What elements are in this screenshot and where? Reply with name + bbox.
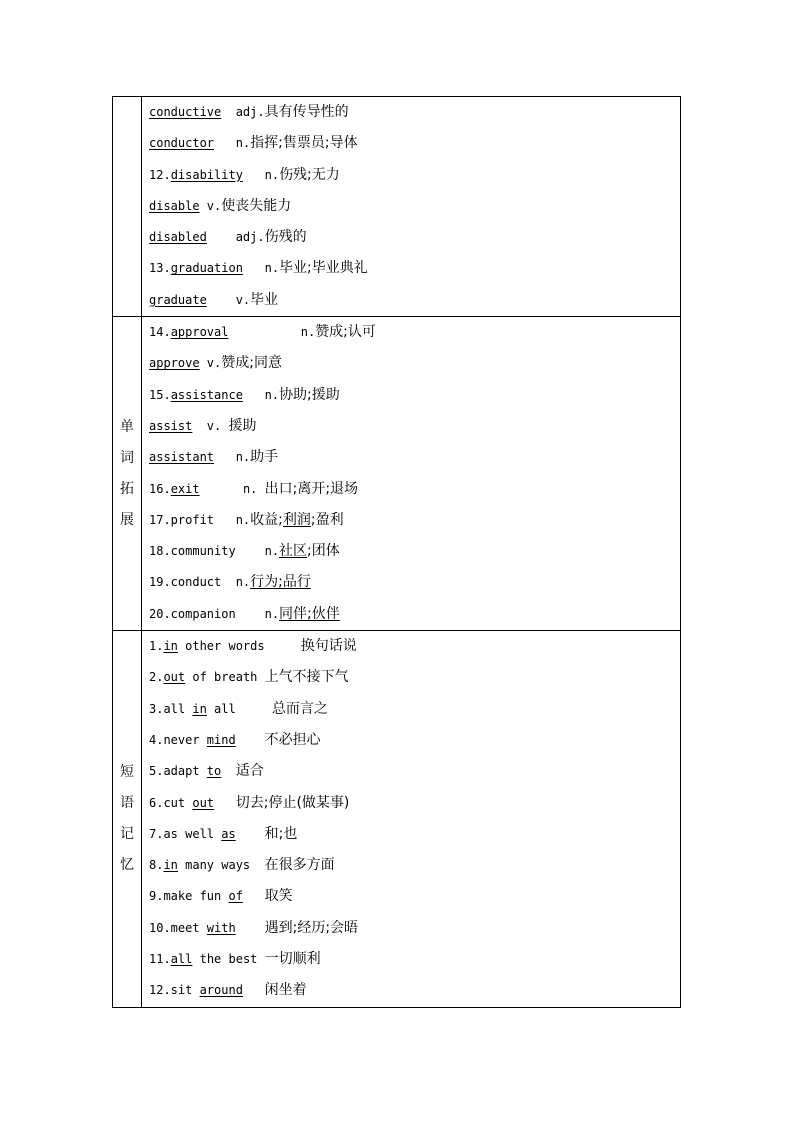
entry-line xyxy=(149,756,680,787)
section-label-cell xyxy=(113,631,142,1008)
entry-text: 17.profit n. xyxy=(149,512,251,527)
entry-text: 19.conduct n. xyxy=(149,575,251,590)
entry-keyword: all xyxy=(170,952,193,967)
entry-text: 5.adapt xyxy=(149,764,207,779)
section-label-char: 词 xyxy=(120,449,134,466)
entry-line xyxy=(149,380,680,411)
table-body xyxy=(113,97,681,1008)
entry-meaning: 指挥;售票员;导体 xyxy=(250,135,358,152)
section-label-char: 展 xyxy=(120,511,134,528)
entry-text: all xyxy=(206,701,272,716)
entry-text: 20.companion n. xyxy=(149,606,280,621)
entry-text: 12.sit xyxy=(149,983,200,998)
entry-keyword: conductor xyxy=(149,136,215,151)
entry-line xyxy=(149,348,680,379)
entry-meaning: 具有传导性的 xyxy=(264,104,349,120)
entry-meaning: 适合 xyxy=(235,763,264,780)
entry-meaning: 伤残的 xyxy=(264,229,307,246)
entry-text: 4.never xyxy=(149,732,207,747)
entry-line xyxy=(149,317,680,348)
entry-keyword: disabled xyxy=(149,230,207,245)
entry-text: n. xyxy=(242,261,280,276)
entry-keyword: conductive xyxy=(149,105,222,119)
entry-text: 11. xyxy=(149,952,171,967)
entry-text: 15. xyxy=(149,387,171,402)
entry-text xyxy=(236,827,265,841)
section-content-cell xyxy=(142,317,681,631)
entry-line xyxy=(149,881,680,912)
entry-keyword: approval xyxy=(170,325,229,340)
entry-meaning: 毕业;毕业典礼 xyxy=(279,260,368,277)
section-row xyxy=(113,317,681,631)
entry-line xyxy=(149,191,680,222)
vocabulary-table xyxy=(112,96,681,1008)
entry-line xyxy=(149,599,680,630)
section-label-char: 忆 xyxy=(120,856,134,873)
entry-text: 16. xyxy=(149,481,171,496)
entry-keyword: in xyxy=(192,701,207,716)
entry-keyword: assistant xyxy=(149,450,215,465)
entry-text xyxy=(243,889,265,903)
section-label-char: 单 xyxy=(120,418,134,435)
entry-text: 18.community n. xyxy=(149,544,280,559)
entry-line xyxy=(149,474,680,505)
section-label-cell xyxy=(113,97,142,317)
entry-text xyxy=(236,733,265,747)
entry-meaning: 赞成;同意 xyxy=(221,355,282,372)
entry-keyword: approve xyxy=(149,356,200,371)
section-content-cell xyxy=(142,631,681,1008)
entry-meaning: 取笑 xyxy=(264,888,293,905)
entry-line xyxy=(149,819,680,850)
entry-line xyxy=(149,411,680,442)
entry-line xyxy=(149,285,680,316)
entry-meaning: 毕业 xyxy=(250,291,279,308)
entry-meaning: 切去;停止(做某事) xyxy=(235,794,350,811)
entry-line xyxy=(149,975,680,1006)
entry-meaning: ;盈利 xyxy=(310,511,344,528)
entry-text: 7.as well xyxy=(149,826,222,841)
entry-text: v. xyxy=(206,292,251,307)
entry-line xyxy=(149,222,680,253)
entry-meaning: 利润 xyxy=(282,511,311,528)
entry-keyword: with xyxy=(206,920,236,935)
entry-meaning: 一切顺利 xyxy=(264,951,321,968)
entry-meaning: 协助;援助 xyxy=(279,386,340,403)
section-label-char: 语 xyxy=(120,794,134,811)
entry-line xyxy=(149,850,680,881)
entry-text: 8. xyxy=(149,858,164,873)
entry-keyword: exit xyxy=(170,481,200,496)
entry-keyword: mind xyxy=(206,732,236,747)
entry-keyword: disability xyxy=(170,167,243,182)
entry-text: 13. xyxy=(149,261,171,276)
entry-text xyxy=(221,764,235,778)
section-label-cell xyxy=(113,317,142,631)
entry-keyword: disable xyxy=(149,198,200,213)
entry-text: 14. xyxy=(149,325,171,340)
entry-text: other words xyxy=(177,639,301,654)
entry-keyword: in xyxy=(163,858,178,873)
section-label-char: 短 xyxy=(120,763,134,780)
entry-meaning: 闲坐着 xyxy=(264,982,307,999)
entry-text: of breath xyxy=(185,670,265,685)
entry-meaning: 不必担心 xyxy=(264,731,321,748)
entry-keyword: graduation xyxy=(170,261,243,276)
section-label-char: 拓 xyxy=(120,480,134,497)
section-row xyxy=(113,97,681,317)
entry-text xyxy=(243,983,265,997)
entry-text: 3.all xyxy=(149,701,193,716)
entry-text: adj. xyxy=(206,230,265,245)
entry-keyword: to xyxy=(206,764,222,779)
entry-line xyxy=(149,97,680,128)
entry-keyword: around xyxy=(199,983,243,998)
entry-keyword: assist xyxy=(149,418,193,433)
entry-text: 12. xyxy=(149,167,171,182)
entry-text: n. xyxy=(242,387,280,402)
entry-line xyxy=(149,505,680,536)
entry-keyword: out xyxy=(163,670,186,685)
entry-keyword: of xyxy=(228,889,243,904)
entry-line xyxy=(149,128,680,159)
entry-text: 9.make fun xyxy=(149,889,229,904)
entry-meaning: ;团体 xyxy=(307,543,340,560)
entry-keyword: out xyxy=(192,795,215,810)
entry-meaning: 总而言之 xyxy=(271,700,328,717)
entry-meaning: 在很多方面 xyxy=(264,857,335,874)
entry-keyword: assistance xyxy=(170,387,243,402)
entry-text: v. xyxy=(192,418,229,433)
entry-meaning: 助手 xyxy=(250,449,279,466)
entry-text: 1. xyxy=(149,639,164,654)
section-label xyxy=(113,412,141,536)
entry-text: the best xyxy=(192,952,265,967)
entry-meaning: 伤残;无力 xyxy=(279,166,340,183)
entry-line xyxy=(149,662,680,693)
entry-keyword: as xyxy=(221,826,236,841)
entry-meaning: 出口;离开;退场 xyxy=(264,480,359,497)
entry-line xyxy=(149,944,680,975)
entry-meaning: 行为;品行 xyxy=(250,574,311,591)
entry-meaning: 赞成;认可 xyxy=(315,324,376,341)
entry-text: 10.meet xyxy=(149,920,207,935)
entry-line xyxy=(149,725,680,756)
entry-text: v. xyxy=(199,356,222,371)
entry-text: n. xyxy=(214,450,251,465)
entry-line xyxy=(149,567,680,598)
entry-text xyxy=(236,921,265,935)
entry-meaning: 上气不接下气 xyxy=(264,669,349,686)
entry-line xyxy=(149,536,680,567)
entry-text: n. xyxy=(199,481,265,496)
entry-text: n. xyxy=(214,136,251,151)
entry-text: many ways xyxy=(177,858,265,873)
entry-text: adj. xyxy=(221,105,265,119)
entry-text: n. xyxy=(228,325,316,340)
entry-meaning: 援助 xyxy=(228,417,257,434)
entry-text: 2. xyxy=(149,670,164,685)
entry-keyword: in xyxy=(163,639,178,654)
entry-meaning: 收益; xyxy=(250,511,283,528)
section-row xyxy=(113,631,681,1008)
entry-text: 6.cut xyxy=(149,795,193,810)
entry-meaning: 和;也 xyxy=(264,825,298,842)
section-label xyxy=(113,757,141,881)
entry-text xyxy=(214,796,236,810)
entry-meaning: 换句话说 xyxy=(300,638,357,655)
entry-line xyxy=(149,694,680,725)
entry-line xyxy=(149,160,680,191)
entry-meaning: 同伴;伙伴 xyxy=(279,605,340,622)
entry-line xyxy=(149,631,680,662)
entry-meaning: 遇到;经历;会晤 xyxy=(264,919,359,936)
entry-line xyxy=(149,788,680,819)
section-label-char: 记 xyxy=(120,825,134,842)
entry-keyword: graduate xyxy=(149,292,207,307)
entry-line xyxy=(149,442,680,473)
entry-text: n. xyxy=(242,167,280,182)
entry-text: v. xyxy=(199,198,222,213)
entry-meaning: 社区 xyxy=(279,543,308,560)
section-content-cell xyxy=(142,97,681,317)
entry-line xyxy=(149,253,680,284)
entry-meaning: 使丧失能力 xyxy=(221,197,292,214)
entry-line xyxy=(149,913,680,944)
